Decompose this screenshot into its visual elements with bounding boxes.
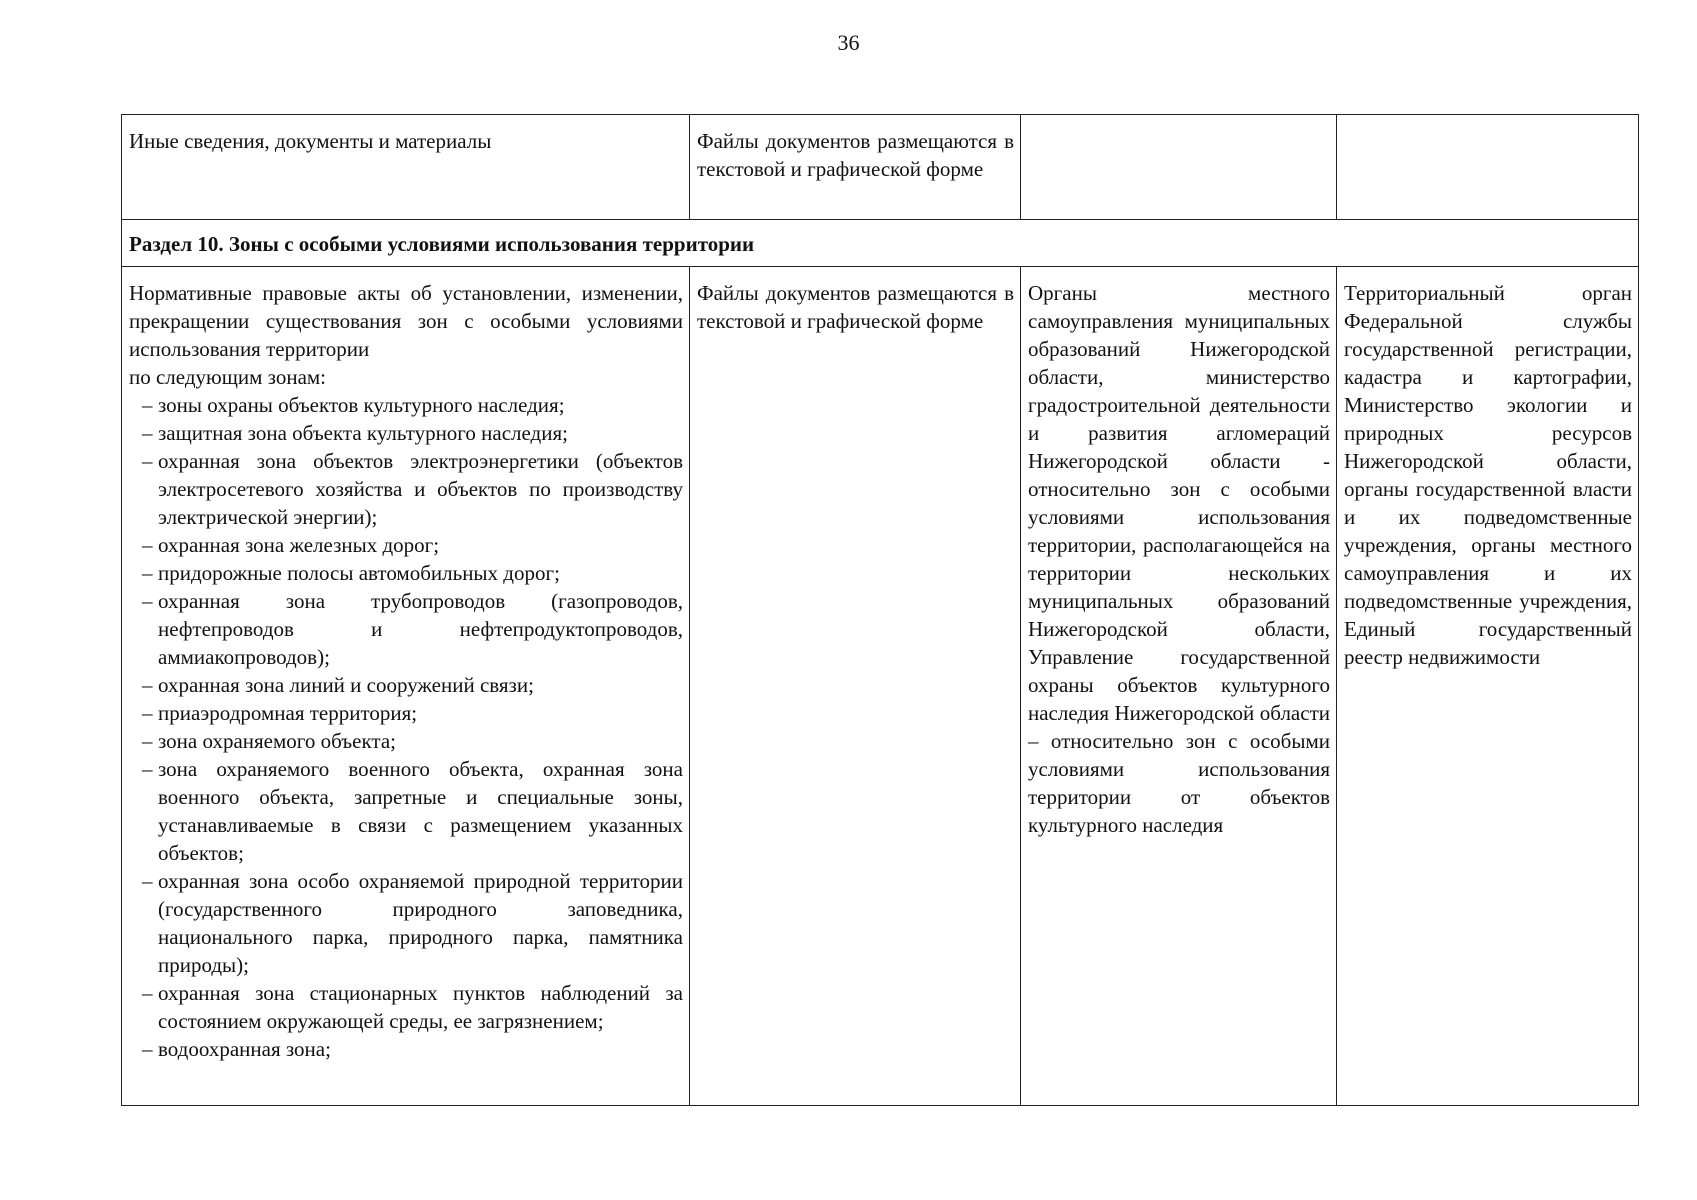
legal-acts-intro: Нормативные правовые акты об установлении, изменении, прекращении существования зон с особыми условиями использования территории: [129, 281, 683, 361]
list-item: – охранная зона железных дорог;: [142, 533, 440, 557]
table-cell-info-materials: Иные сведения, документы и материалы: [122, 115, 690, 220]
list-item: – зона охраняемого объекта;: [142, 729, 396, 753]
section-heading: Раздел 10. Зоны с особыми условиями использования территории: [122, 220, 1639, 267]
list-item: – охранная зона объектов электроэнергетики (объектов электросетевого хозяйства и объектов по производству электрической энергии);: [142, 449, 683, 529]
list-item: – придорожные полосы автомобильных дорог;: [142, 561, 560, 585]
table-cell-local-authorities: Органы местного самоуправления муниципальных образований Нижегородской области, министерство градостроительной деятельности и развития агломераций Нижегородской области - относительно зон с особыми условиями использования территории, располагающейся на территории нескольких муниципальных образований Нижегородской области, Управление государственной охраны объектов культурного наследия Нижегородской области – относительно зон с особыми условиями использования территории от объектов культурного наследия: [1021, 267, 1337, 1106]
section-row: [122, 220, 1639, 267]
table-cell-legal-acts: [122, 267, 690, 1106]
list-item: – зона охраняемого военного объекта, охранная зона военного объекта, запретные и специальные зоны, устанавливаемые в связи с размещением указанных объектов;: [142, 757, 683, 865]
table-cell-federal-bodies: Территориальный орган Федеральной службы государственной регистрации, кадастра и картографии, Министерство экологии и природных ресурсов Нижегородской области, органы государственной власти и их подведомственные учреждения, органы местного самоуправления и их подведомственные учреждения, Единый государственный реестр недвижимости: [1337, 267, 1639, 1106]
table-cell-file-format: Файлы документов размещаются в текстовой и графической форме: [690, 115, 1021, 220]
list-item: – охранная зона трубопроводов (газопроводов, нефтепроводов и нефтепродуктопроводов, аммиакопроводов);: [142, 589, 683, 669]
table-cell-empty: [1337, 115, 1639, 220]
zone-list: [129, 391, 683, 1063]
list-item: – зоны охраны объектов культурного наследия;: [142, 393, 565, 417]
list-item: – охранная зона особо охраняемой природной территории (государственного природного заповедника, национального парка, природного парка, памятника природы);: [142, 869, 683, 977]
list-item: – приаэродромная территория;: [142, 701, 418, 725]
list-item: – водоохранная зона;: [142, 1037, 331, 1061]
table-row: [122, 115, 1639, 220]
table-row: [122, 267, 1639, 1106]
list-item: – охранная зона стационарных пунктов наблюдений за состоянием окружающей среды, ее загрязнением;: [142, 981, 683, 1033]
page-number: 36: [837, 30, 860, 55]
list-item: – защитная зона объекта культурного наследия;: [142, 421, 568, 445]
list-item: – охранная зона линий и сооружений связи;: [142, 673, 534, 697]
document-table: [121, 114, 1639, 1106]
zones-lead: по следующим зонам:: [129, 365, 327, 389]
table-cell-empty: [1021, 115, 1337, 220]
table-cell-file-format: Файлы документов размещаются в текстовой и графической форме: [690, 267, 1021, 1106]
